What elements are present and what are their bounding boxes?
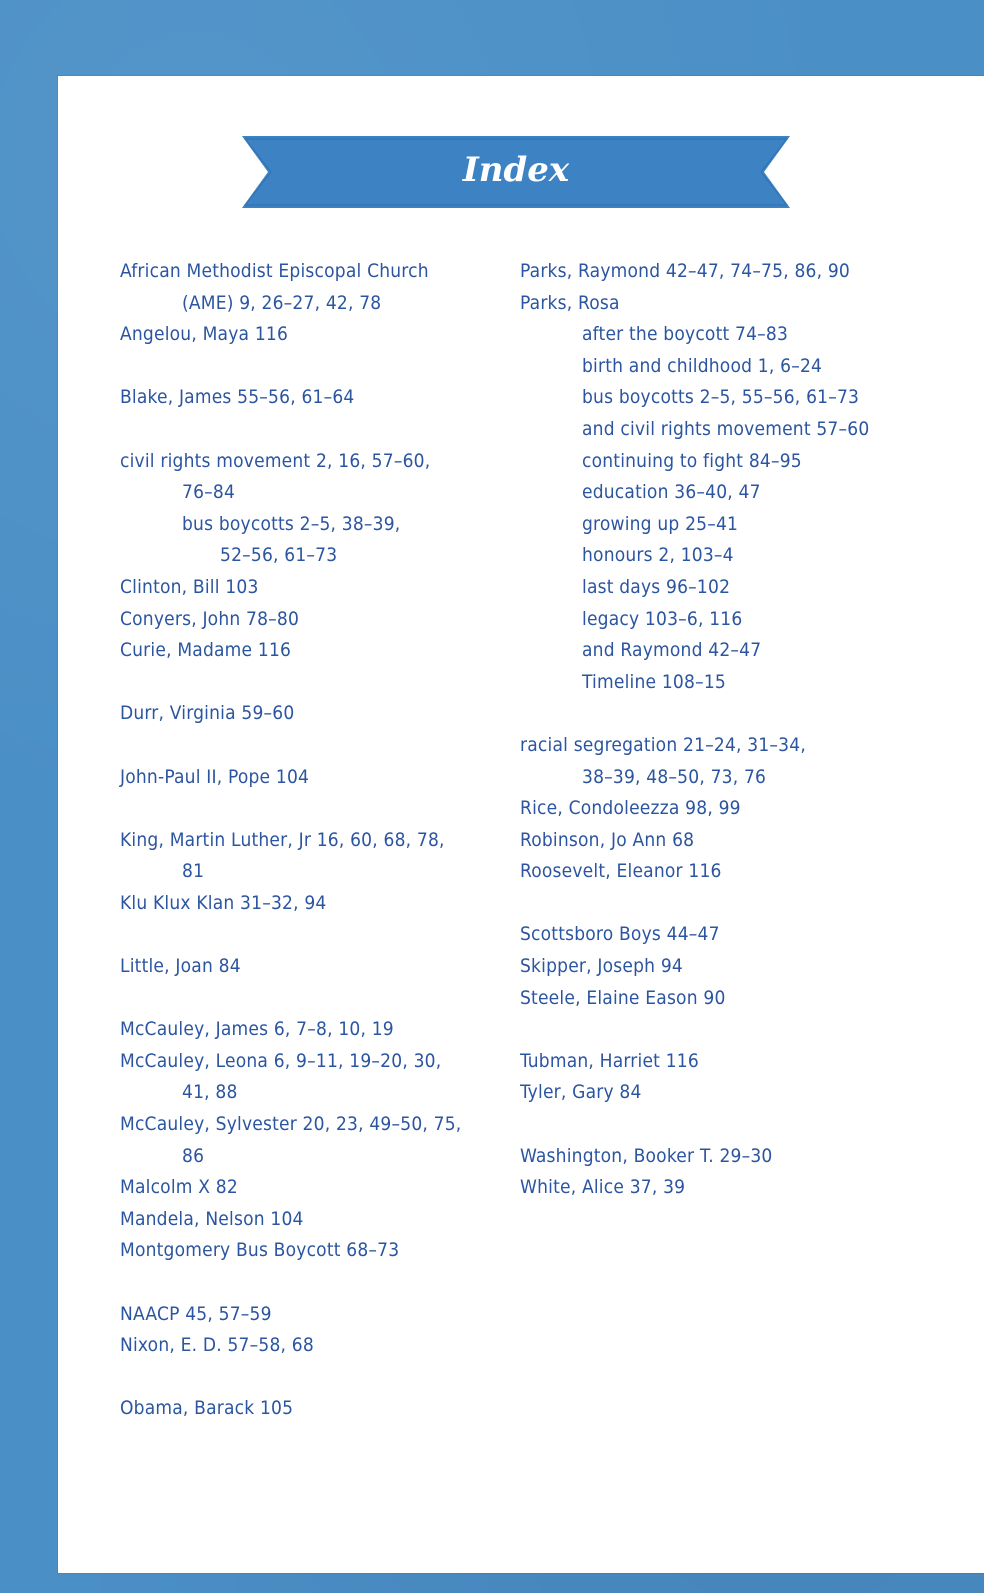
index-subentry: after the boycott 74–83 [582, 323, 789, 346]
index-subentry: 41, 88 [182, 1081, 238, 1104]
letter-gap [120, 414, 500, 446]
index-column-left [120, 256, 500, 1425]
index-subentry: (AME) 9, 26–27, 42, 78 [182, 291, 382, 314]
index-entry: Robinson, Jo Ann 68 [520, 828, 695, 851]
index-subentry: growing up 25–41 [582, 512, 739, 535]
letter-gap [120, 730, 500, 762]
index-subentry: education 36–40, 47 [582, 481, 761, 504]
letter-gap [520, 888, 940, 920]
letter-gap [120, 919, 500, 951]
index-entry: civil rights movement 2, 16, 57–60, [120, 449, 431, 472]
index-subentry: bus boycotts 2–5, 55–56, 61–73 [582, 386, 860, 409]
letter-gap [120, 667, 500, 699]
index-entry: Klu Klux Klan 31–32, 94 [120, 891, 327, 914]
index-subentry: 76–84 [182, 481, 236, 504]
index-entry: Mandela, Nelson 104 [120, 1207, 304, 1230]
letter-gap [120, 351, 500, 383]
index-subentry: 86 [182, 1144, 205, 1167]
index-entry: Rice, Condoleezza 98, 99 [520, 797, 741, 820]
index-entry: Washington, Booker T. 29–30 [520, 1144, 773, 1167]
letter-gap [520, 698, 940, 730]
title-banner [242, 136, 790, 208]
index-entry: Angelou, Maya 116 [120, 323, 289, 346]
letter-gap [120, 1267, 500, 1299]
index-subentry: 81 [182, 860, 205, 883]
index-entry: White, Alice 37, 39 [520, 1176, 686, 1199]
letter-gap [120, 1362, 500, 1394]
index-subentry: and civil rights movement 57–60 [582, 417, 870, 440]
index-entry: Skipper, Joseph 94 [520, 955, 683, 978]
index-entry: McCauley, Sylvester 20, 23, 49–50, 75, [120, 1113, 462, 1136]
index-entry: Durr, Virginia 59–60 [120, 702, 295, 725]
index-entry: Tubman, Harriet 116 [520, 1049, 699, 1072]
page-title: Index [462, 150, 570, 190]
index-entry: Clinton, Bill 103 [120, 575, 259, 598]
index-entry: Montgomery Bus Boycott 68–73 [120, 1239, 400, 1262]
index-entry: Nixon, E. D. 57–58, 68 [120, 1334, 314, 1357]
letter-gap [520, 1014, 940, 1046]
index-entry: African Methodist Episcopal Church [120, 260, 429, 282]
index-entry: Parks, Rosa [520, 291, 620, 314]
index-entry: Roosevelt, Eleanor 116 [520, 860, 722, 883]
letter-gap [120, 983, 500, 1015]
index-subentry: birth and childhood 1, 6–24 [582, 354, 823, 377]
letter-gap [520, 1109, 940, 1141]
index-entry: NAACP 45, 57–59 [120, 1302, 272, 1325]
index-entry: Tyler, Gary 84 [520, 1081, 642, 1104]
index-entry: King, Martin Luther, Jr 16, 60, 68, 78, [120, 828, 445, 851]
index-entry: Little, Joan 84 [120, 955, 241, 978]
index-entry: Scottsboro Boys 44–47 [520, 923, 720, 946]
index-entry: Curie, Madame 116 [120, 639, 292, 662]
index-column-right [520, 256, 940, 1204]
index-entry: John-Paul II, Pope 104 [120, 765, 310, 788]
index-subentry: 38–39, 48–50, 73, 76 [582, 765, 767, 788]
index-subentry: 52–56, 61–73 [220, 544, 338, 567]
index-subentry: and Raymond 42–47 [582, 639, 762, 662]
index-subentry: honours 2, 103–4 [582, 544, 734, 567]
index-entry: McCauley, James 6, 7–8, 10, 19 [120, 1018, 394, 1041]
index-entry: Obama, Barack 105 [120, 1397, 294, 1420]
index-entry: Steele, Elaine Eason 90 [520, 986, 726, 1009]
index-subentry: continuing to fight 84–95 [582, 449, 802, 472]
index-entry: racial segregation 21–24, 31–34, [520, 733, 806, 756]
index-subentry: bus boycotts 2–5, 38–39, [182, 512, 401, 535]
index-subentry: Timeline 108–15 [582, 670, 726, 693]
index-subentry: last days 96–102 [582, 575, 731, 598]
index-entry: Malcolm X 82 [120, 1176, 238, 1199]
index-entry: Conyers, John 78–80 [120, 607, 300, 630]
index-entry: Blake, James 55–56, 61–64 [120, 386, 355, 409]
index-entry: McCauley, Leona 6, 9–11, 19–20, 30, [120, 1049, 442, 1072]
letter-gap [120, 793, 500, 825]
index-subentry: legacy 103–6, 116 [582, 607, 743, 630]
index-entry: Parks, Raymond 42–47, 74–75, 86, 90 [520, 260, 851, 282]
